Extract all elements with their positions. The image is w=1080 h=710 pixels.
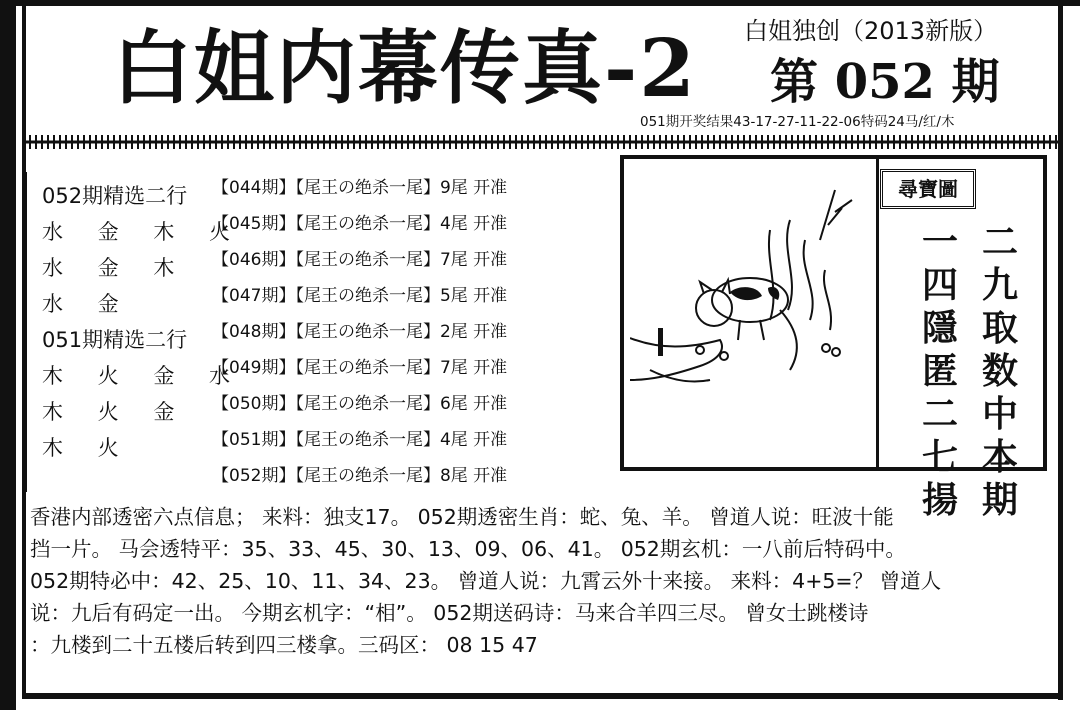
cat-illustration (630, 180, 870, 420)
selection-block (42, 178, 245, 466)
info-paragraph (30, 501, 1050, 661)
draw-row (212, 350, 597, 386)
draw-result: 2尾 开准 (439, 322, 508, 342)
selection-current-row: 水 金 (42, 292, 133, 316)
draw-period: 【044期】 (212, 178, 296, 198)
draw-period: 【050期】 (212, 394, 296, 414)
frame-top (16, 0, 1080, 6)
poem-char: 二 (921, 393, 958, 435)
frame-bottom (22, 693, 1063, 699)
draw-result: 9尾 开准 (439, 178, 508, 198)
draw-row (212, 458, 597, 494)
info-line: 香港内部透密六点信息； 来料：独支17。 052期透密生肖：蛇、兔、羊。 曾道人说：旺波十能 (30, 505, 894, 529)
draw-row (212, 314, 597, 350)
draw-label: 【尾王の绝杀一尾】 (295, 466, 440, 486)
draw-period: 【045期】 (212, 214, 296, 234)
draw-period: 【048期】 (212, 322, 296, 342)
poem-char: 中 (981, 393, 1018, 435)
poem-char: 匿 (921, 350, 958, 392)
previous-result: 051期开奖结果43-17-27-11-22-06特码24马/红/木 (640, 114, 955, 130)
draw-result: 7尾 开准 (439, 358, 508, 378)
poem-column-right (976, 221, 1024, 522)
info-line: 052期特必中：42、25、10、11、34、23。 曾道人说：九霄云外十来接。 来料：4+5=？ 曾道人 (30, 569, 942, 593)
draw-label: 【尾王の绝杀一尾】 (295, 250, 440, 270)
draw-result: 7尾 开准 (439, 250, 508, 270)
info-line: 说：九后有码定一出。 今期玄机字：“相”。 052期送码诗：马来合羊四三尽。 曾女士跳楼诗 (30, 601, 869, 625)
draw-result: 8尾 开准 (439, 466, 508, 486)
draw-result: 4尾 开准 (439, 430, 508, 450)
draw-label: 【尾王の绝杀一尾】 (295, 178, 440, 198)
draw-result: 5尾 开准 (439, 286, 508, 306)
poem-char: 四 (921, 264, 958, 306)
info-line: ：九楼到二十五楼后转到四三楼拿。三码区： 08 15 47 (30, 633, 538, 657)
draw-row (212, 422, 597, 458)
draw-label: 【尾王の绝杀一尾】 (295, 286, 440, 306)
poem-char: 一 (921, 221, 958, 263)
draw-period: 【051期】 (212, 430, 296, 450)
frame-left-edge (0, 0, 16, 710)
page-title: 白姐内幕传真-2 (112, 21, 697, 115)
treasure-map-badge: 尋寶圖 (880, 169, 976, 209)
draw-label: 【尾王の绝杀一尾】 (295, 214, 440, 234)
selection-previous-row: 木 火 金 水 (42, 364, 245, 388)
selection-box-edge (22, 172, 27, 492)
selection-current-row: 水 金 木 (42, 256, 189, 280)
selection-current-row: 水 金 木 火 (42, 220, 245, 244)
poem-char: 数 (981, 350, 1018, 392)
poem-char: 本 (981, 436, 1018, 478)
poem-char: 七 (921, 436, 958, 478)
edition-label: 白姐独创（2013新版） (744, 17, 998, 45)
info-line: 挡一片。 马会透特平：35、33、45、30、13、09、06、41。 052期玄机：一八前后特码中。 (30, 537, 906, 561)
treasure-separator (876, 159, 879, 468)
selection-previous-row: 木 火 (42, 436, 133, 460)
poem-column-left (916, 221, 964, 522)
poem-char: 九 (981, 264, 1018, 306)
selection-current-heading: 052期精选二行 (42, 184, 188, 208)
draw-label: 【尾王の绝杀一尾】 (295, 430, 440, 450)
selection-previous-row: 木 火 金 (42, 400, 189, 424)
poem-char: 隱 (921, 307, 958, 349)
draw-row (212, 386, 597, 422)
draw-period: 【052期】 (212, 466, 296, 486)
draw-period: 【049期】 (212, 358, 296, 378)
poem-char: 二 (981, 221, 1018, 263)
header-divider (22, 131, 1058, 153)
selection-previous-heading: 051期精选二行 (42, 328, 188, 352)
draw-row (212, 206, 597, 242)
draw-result: 6尾 开准 (439, 394, 508, 414)
draw-row (212, 170, 597, 206)
draw-label: 【尾王の绝杀一尾】 (295, 394, 440, 414)
frame-right (1058, 0, 1063, 700)
poem-char: 揚 (921, 479, 958, 521)
draw-label: 【尾王の绝杀一尾】 (295, 322, 440, 342)
draw-history-list (212, 170, 597, 494)
poem-char: 期 (981, 479, 1018, 521)
poem-char: 取 (981, 307, 1018, 349)
draw-row (212, 278, 597, 314)
draw-result: 4尾 开准 (439, 214, 508, 234)
issue-number: 第 052 期 (770, 54, 1000, 110)
draw-label: 【尾王の绝杀一尾】 (295, 358, 440, 378)
draw-row (212, 242, 597, 278)
draw-period: 【047期】 (212, 286, 296, 306)
draw-period: 【046期】 (212, 250, 296, 270)
